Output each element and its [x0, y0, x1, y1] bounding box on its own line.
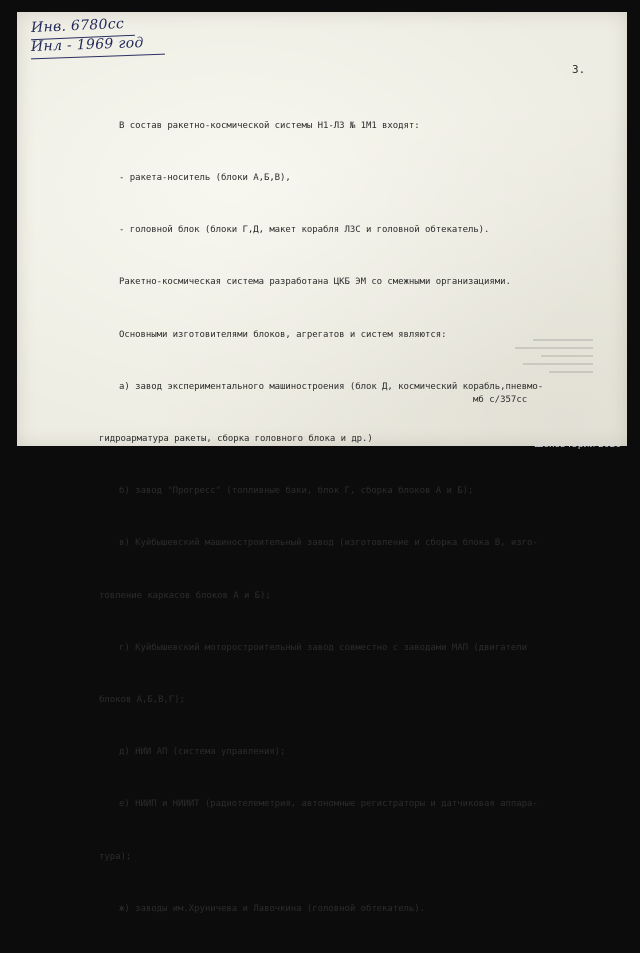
bleed-through-texture [505, 337, 597, 387]
body-line: - ракета-носитель (блоки А,Б,В), [119, 173, 291, 184]
handwritten-inventory-number: Инв. 6780сс [30, 15, 125, 37]
archive-code: мб с/357сс [473, 395, 528, 405]
bleed-through-marks [505, 337, 597, 387]
handwritten-underline-2 [31, 54, 165, 60]
body-line: д) НИИ АП (система управления); [119, 747, 286, 758]
body-line: ж) заводы им.Хруничева и Лавочкина (головной обтекатель). [119, 903, 426, 914]
body-line-continuation: гидроарматура ракеты, сборка головного блока и др.) [99, 434, 373, 445]
body-line-continuation: блоков А,Б,В,Г); [99, 695, 185, 706]
page-number: 3. [572, 63, 586, 76]
body-line: Ракетно-космическая система разработана ЦКБ ЭМ со смежными организациями. [119, 277, 511, 288]
handwritten-year-note: Инл - 1969 год [30, 35, 144, 55]
typed-body-text [99, 83, 599, 953]
body-line: В состав ракетно-космической системы Н1-ЛЗ № 1М1 входят: [119, 120, 420, 131]
document-page [17, 12, 627, 914]
body-line: г) Куйбышевский моторостроительный завод совместно с заводами МАП (двигатели [119, 642, 528, 653]
watermark: Шохов Юрий 2026 [534, 440, 622, 450]
body-line: - головной блок (блоки Г,Д, макет корабля ЛЗС и головной обтекатель). [119, 225, 490, 236]
body-line: в) Куйбышевский машиностроительный завод (изготовление и сборка блока В, изго- [119, 538, 538, 549]
body-line-continuation: тура); [99, 851, 132, 862]
body-line: б) завод "Прогресс" (топливные баки, блок Г, сборка блоков А и Б); [119, 486, 474, 497]
body-line-continuation: товление каркасов блоков А и Б); [99, 590, 271, 601]
body-line: а) завод экспериментального машиностроения (блок Д, космический корабль,пневмо- [119, 381, 544, 392]
body-line: е) НИИП и НИИИТ (радиотелеметрия, автономные регистраторы и датчиковая аппара- [119, 799, 538, 810]
body-line: Основными изготовителями блоков, агрегатов и систем являются: [119, 329, 447, 340]
